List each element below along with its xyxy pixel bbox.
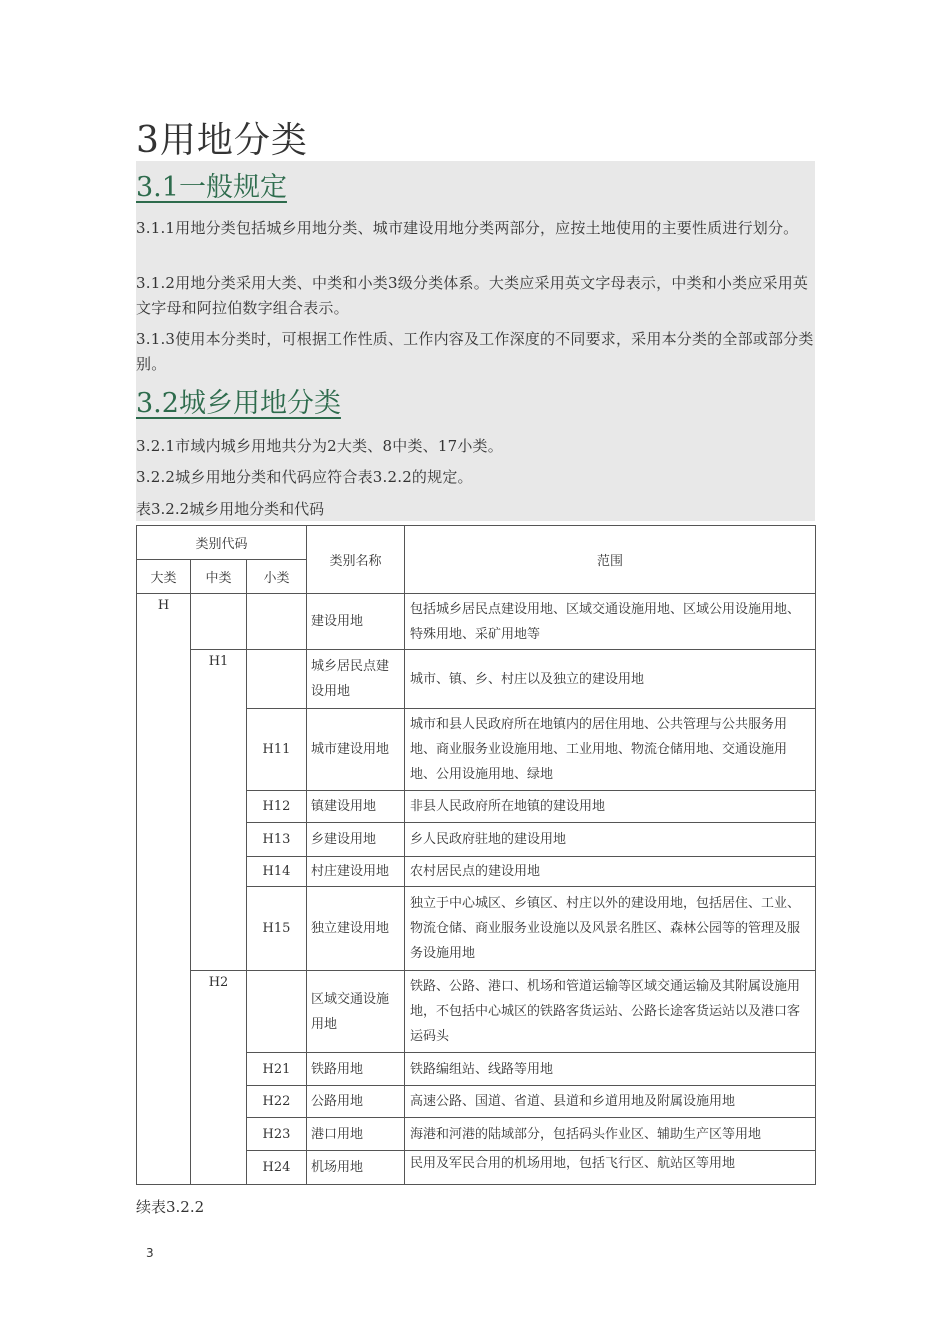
cell-range: 城市、镇、乡、村庄以及独立的建设用地 bbox=[405, 650, 816, 709]
paragraph-3-1-1: 3.1.1用地分类包括城乡用地分类、城市建设用地分类两部分，应按土地使用的主要性质进行划分。 bbox=[136, 219, 799, 237]
cell-range: 非县人民政府所在地镇的建设用地 bbox=[405, 791, 816, 823]
cell-range: 农村居民点的建设用地 bbox=[405, 857, 816, 887]
cell-category-name: 村庄建设用地 bbox=[307, 857, 405, 887]
cell-range: 海港和河港的陆域部分，包括码头作业区、辅助生产区等用地 bbox=[405, 1118, 816, 1151]
cell-category-name: 港口用地 bbox=[307, 1118, 405, 1151]
cell-range: 乡人民政府驻地的建设用地 bbox=[405, 823, 816, 857]
table-row bbox=[137, 594, 816, 650]
cell-medium-code bbox=[191, 594, 247, 650]
cell-category-name: 乡建设用地 bbox=[307, 823, 405, 857]
cell-minor-code: H15 bbox=[247, 887, 307, 971]
cell-range: 包括城乡居民点建设用地、区域交通设施用地、区域公用设施用地、特殊用地、采矿用地等 bbox=[405, 594, 816, 650]
table-continued-label: 续表3.2.2 bbox=[136, 1198, 205, 1216]
cell-minor-code: H14 bbox=[247, 857, 307, 887]
paragraph-3-2-1: 3.2.1市域内城乡用地共分为2大类、8中类、17小类。 bbox=[136, 437, 503, 455]
cell-range: 铁路编组站、线路等用地 bbox=[405, 1053, 816, 1086]
cell-medium-code: H2 bbox=[191, 971, 247, 1185]
cell-category-name: 城乡居民点建设用地 bbox=[307, 650, 405, 709]
header-category-code: 类别代码 bbox=[137, 526, 307, 560]
header-range: 范围 bbox=[405, 526, 816, 594]
cell-category-name: 城市建设用地 bbox=[307, 709, 405, 791]
cell-range: 高速公路、国道、省道、县道和乡道用地及附属设施用地 bbox=[405, 1086, 816, 1118]
cell-minor-code: H11 bbox=[247, 709, 307, 791]
header-major: 大类 bbox=[137, 560, 191, 594]
cell-minor-code: H21 bbox=[247, 1053, 307, 1086]
cell-category-name: 铁路用地 bbox=[307, 1053, 405, 1086]
table-header-row bbox=[137, 526, 816, 560]
cell-minor-code: H22 bbox=[247, 1086, 307, 1118]
paragraph-3-2-2: 3.2.2城乡用地分类和代码应符合表3.2.2的规定。 bbox=[136, 468, 473, 486]
header-medium: 中类 bbox=[191, 560, 247, 594]
cell-category-name: 镇建设用地 bbox=[307, 791, 405, 823]
cell-range: 城市和县人民政府所在地镇内的居住用地、公共管理与公共服务用地、商业服务业设施用地、工业用地、物流仓储用地、交通设施用地、公用设施用地、绿地 bbox=[405, 709, 816, 791]
cell-category-name: 独立建设用地 bbox=[307, 887, 405, 971]
header-category-name: 类别名称 bbox=[307, 526, 405, 594]
cell-minor-code: H13 bbox=[247, 823, 307, 857]
cell-medium-code: H1 bbox=[191, 650, 247, 971]
cell-minor-code: H23 bbox=[247, 1118, 307, 1151]
cell-minor-code bbox=[247, 594, 307, 650]
cell-category-name: 区域交通设施用地 bbox=[307, 971, 405, 1053]
land-classification-table bbox=[136, 525, 816, 1185]
paragraph-3-1-3: 3.1.3使用本分类时，可根据工作性质、工作内容及工作深度的不同要求，采用本分类的全部或部分类别。 bbox=[136, 330, 814, 373]
cell-minor-code bbox=[247, 650, 307, 709]
header-minor: 小类 bbox=[247, 560, 307, 594]
page-title: 3用地分类 bbox=[136, 120, 308, 161]
table-caption: 表3.2.2城乡用地分类和代码 bbox=[136, 500, 325, 518]
cell-range: 民用及军民合用的机场用地，包括飞行区、航站区等用地 bbox=[405, 1151, 816, 1185]
cell-category-name: 公路用地 bbox=[307, 1086, 405, 1118]
table-row bbox=[137, 650, 816, 709]
page-number: 3 bbox=[146, 1246, 154, 1260]
cell-range: 独立于中心城区、乡镇区、村庄以外的建设用地，包括居住、工业、物流仓储、商业服务业设施以及风景名胜区、森林公园等的管理及服务设施用地 bbox=[405, 887, 816, 971]
cell-minor-code bbox=[247, 971, 307, 1053]
cell-minor-code: H24 bbox=[247, 1151, 307, 1185]
section-heading-urban-rural-land: 3.2城乡用地分类 bbox=[136, 388, 341, 419]
paragraph-3-1-2: 3.1.2用地分类采用大类、中类和小类3级分类体系。大类应采用英文字母表示，中类和小类应采用英文字母和阿拉伯数字组合表示。 bbox=[136, 274, 809, 317]
cell-category-name: 机场用地 bbox=[307, 1151, 405, 1185]
cell-major-code: H bbox=[137, 594, 191, 1185]
table-row bbox=[137, 971, 816, 1053]
section-heading-general-rules: 3.1一般规定 bbox=[136, 172, 287, 203]
cell-range: 铁路、公路、港口、机场和管道运输等区域交通运输及其附属设施用地，不包括中心城区的铁路客货运站、公路长途客货运站以及港口客运码头 bbox=[405, 971, 816, 1053]
cell-minor-code: H12 bbox=[247, 791, 307, 823]
cell-category-name: 建设用地 bbox=[307, 594, 405, 650]
